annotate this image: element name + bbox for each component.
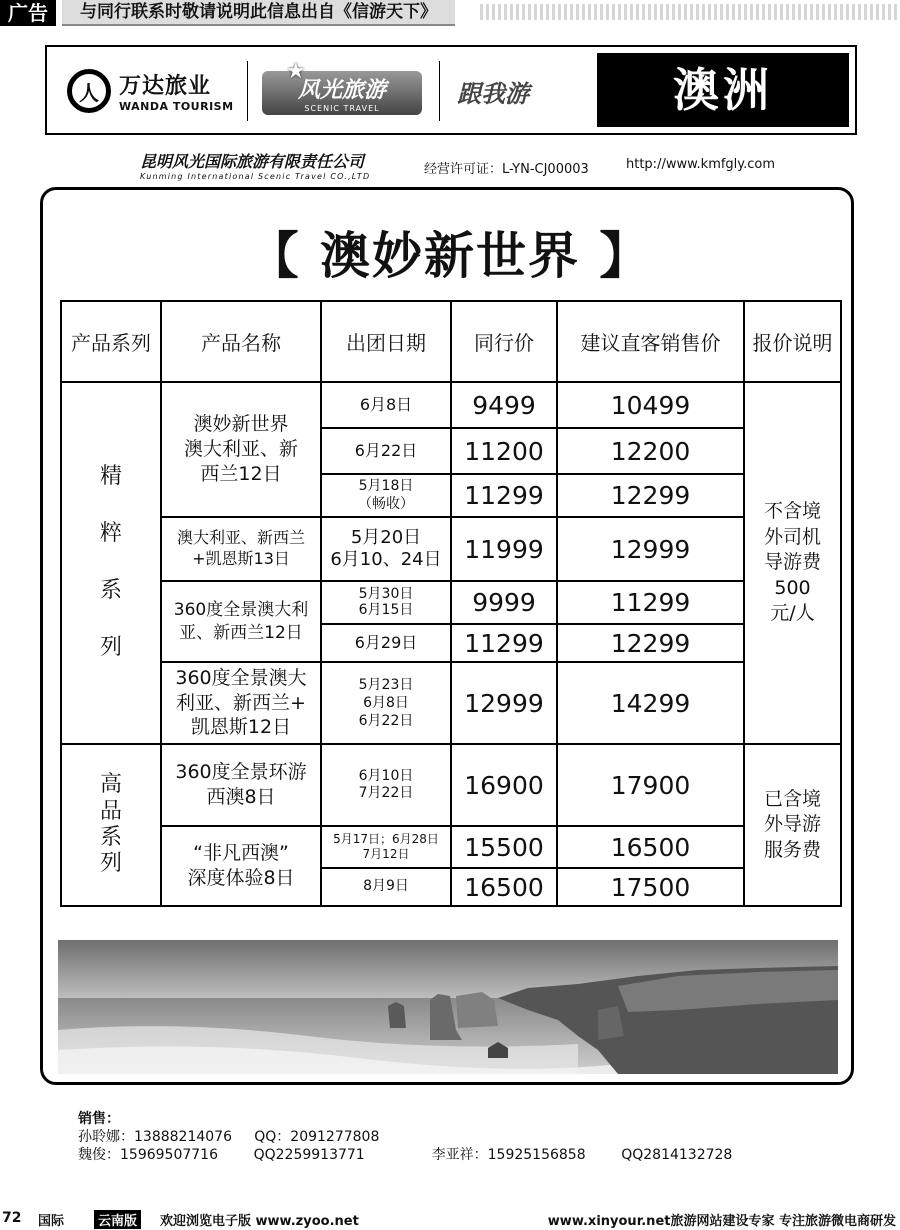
col-header: 产品系列: [61, 301, 161, 382]
peer-price: 11999: [451, 517, 557, 581]
col-header: 出团日期: [321, 301, 451, 382]
table-row: [61, 517, 841, 581]
top-bar: [0, 0, 900, 26]
peer-price: 11200: [451, 428, 557, 474]
price-table: [60, 300, 842, 907]
sales-label: 销售：: [78, 1111, 120, 1127]
retail-price: 12999: [557, 517, 744, 581]
genle-logo: 跟我游: [457, 79, 529, 108]
license-number: 经营许可证：L-YN-CJ00003: [424, 162, 589, 177]
contact-qq: QQ2259913771: [253, 1147, 365, 1163]
col-header: 建议直客销售价: [557, 301, 744, 382]
contact-qq: QQ：2091277808: [254, 1129, 380, 1145]
departure-date: 6月10日 7月22日: [321, 744, 451, 826]
ebook-link[interactable]: 欢迎浏览电子版 www.zyoo.net: [160, 1214, 359, 1229]
table-header-row: [61, 301, 841, 382]
wanda-logo: [67, 61, 234, 121]
page-footer: [0, 1210, 900, 1230]
retail-price: 17900: [557, 744, 744, 826]
contact-row: [78, 1128, 732, 1146]
product-name: 澳妙新世界 澳大利亚、新 西兰12日: [161, 382, 321, 517]
retail-price: 12299: [557, 474, 744, 517]
scenic-logo: [262, 59, 422, 115]
ad-label: 广告: [0, 0, 56, 26]
peer-price: 11299: [451, 624, 557, 662]
departure-date: 5月30日 6月15日: [321, 581, 451, 624]
contact-row: [78, 1146, 732, 1164]
coastline-photo: [58, 940, 838, 1074]
departure-date: 5月20日 6月10、24日: [321, 517, 451, 581]
table-row: [61, 382, 841, 428]
scenic-name-cn: 风光旅游: [297, 78, 386, 103]
product-name: 360度全景澳大利 亚、新西兰12日: [161, 581, 321, 662]
company-name: [140, 149, 370, 181]
product-name: 360度全景环游 西澳8日: [161, 744, 321, 826]
contact-phone: 李亚祥：15925156858: [431, 1147, 586, 1163]
wanda-logo-icon: 人: [67, 69, 111, 113]
series-label: 高 品 系 列: [61, 744, 161, 906]
retail-price: 14299: [557, 662, 744, 744]
peer-price: 9499: [451, 382, 557, 428]
retail-price: 12299: [557, 624, 744, 662]
departure-date: 6月29日: [321, 624, 451, 662]
peer-price: 9999: [451, 581, 557, 624]
divider: [247, 61, 248, 121]
col-header: 产品名称: [161, 301, 321, 382]
price-note: 已含境 外导游 服务费: [744, 744, 841, 906]
peer-price: 11299: [451, 474, 557, 517]
company-website[interactable]: http://www.kmfgly.com: [626, 157, 776, 172]
peer-price: 16500: [451, 868, 557, 906]
departure-date: 5月17日；6月28日 7月12日: [321, 826, 451, 868]
scenic-name-en: SCENIC TRAVEL: [304, 104, 380, 113]
departure-date: 8月9日: [321, 868, 451, 906]
top-notice: 与同行联系时敬请说明此信息出自《信游天下》: [62, 0, 455, 26]
departure-date: 6月8日: [321, 382, 451, 428]
section-label: 国际: [38, 1214, 65, 1229]
star-icon: ★: [286, 59, 306, 84]
peer-price: 12999: [451, 662, 557, 744]
departure-date: 5月23日 6月8日 6月22日: [321, 662, 451, 744]
product-name: “非凡西澳” 深度体验8日: [161, 826, 321, 906]
table-row: [61, 826, 841, 868]
destination-label: 澳洲: [597, 53, 849, 127]
col-header: 报价说明: [744, 301, 841, 382]
top-stripes: [480, 4, 900, 20]
price-note: 不含境 外司机 导游费 500 元/人: [744, 382, 841, 744]
edition-badge: 云南版: [94, 1210, 141, 1229]
table-row: [61, 581, 841, 624]
page-title: 【 澳妙新世界 】: [248, 227, 652, 285]
product-name: 360度全景澳大 利亚、新西兰+ 凯恩斯12日: [161, 662, 321, 744]
retail-price: 12200: [557, 428, 744, 474]
sales-contacts: [78, 1110, 732, 1164]
col-header: 同行价: [451, 301, 557, 382]
retail-price: 17500: [557, 868, 744, 906]
wanda-name-en: WANDA TOURISM: [119, 100, 234, 113]
series-label: 精 粹 系 列: [61, 382, 161, 744]
contact-phone: 孙聆娜：13888214076: [78, 1129, 232, 1145]
departure-date: 6月22日: [321, 428, 451, 474]
contact-qq: QQ2814132728: [621, 1147, 733, 1163]
retail-price: 16500: [557, 826, 744, 868]
divider: [439, 61, 440, 121]
peer-price: 15500: [451, 826, 557, 868]
departure-date: 5月18日 （畅收）: [321, 474, 451, 517]
table-row: [61, 662, 841, 744]
page-number: 72: [2, 1210, 22, 1226]
wanda-name-cn: 万达旅业: [119, 74, 212, 99]
contact-phone: 魏俊：15969507716: [78, 1147, 218, 1163]
retail-price: 10499: [557, 382, 744, 428]
retail-price: 11299: [557, 581, 744, 624]
table-row: [61, 744, 841, 826]
peer-price: 16900: [451, 744, 557, 826]
company-name-en: Kunming International Scenic Travel CO.,LTD: [140, 172, 371, 181]
company-name-cn: 昆明风光国际旅游有限责任公司: [140, 152, 365, 171]
header-logos: [45, 45, 857, 135]
product-name: 澳大利亚、新西兰 +凯恩斯13日: [161, 517, 321, 581]
footer-ad[interactable]: www.xinyour.net旅游网站建设专家 专注旅游微电商研发: [547, 1214, 896, 1229]
